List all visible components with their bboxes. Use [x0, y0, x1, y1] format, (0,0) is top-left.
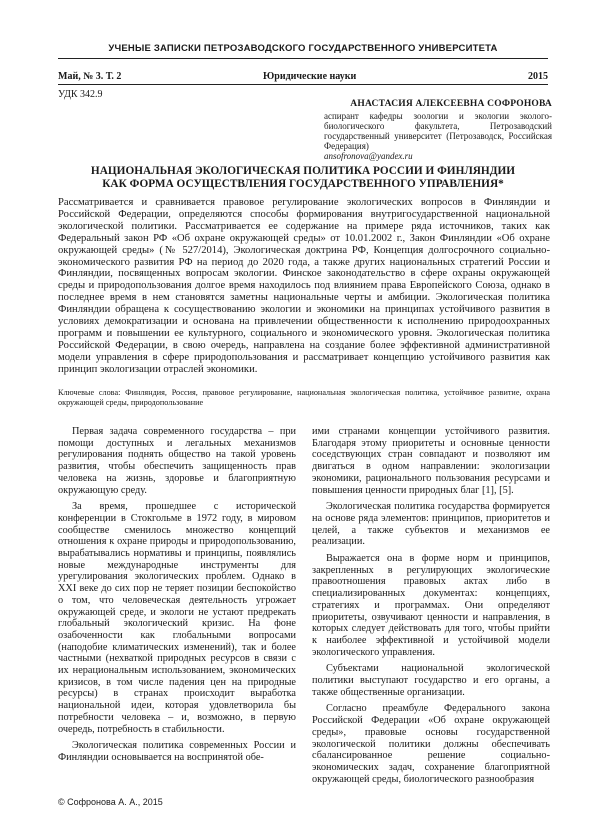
- copyright-notice: © Софронова А. А., 2015: [58, 797, 163, 807]
- paragraph: За время, прошедшее с исторической конференции в Стокгольме в 1972 году, в мировом сообществе сменилось множество концепций отношения к охране природы и природопользованию, вырабатывались нормативы и принципы, появлялись новые международные инструменты для урегулирования экологических проблем. Однако в XXI веке до сих пор не теряет позиции беспокойство о том, что человеческая деятельность угрожает окружающей среде, и экологи не устают предрекать глобальный экологический кризис. На фоне озабоченности как глобальными вопросами (наподобие климатических изменений), так и более частными (нехваткой природных ресурсов в связи с их нерациональным использованием, экономических кризисов, в том числе падения цен на природные ресурсы) в странах происходит выработка национальной идеи, которая удовлетворила бы потребности человека – и, возможно, в первую очередь, потребность в стабильности.: [58, 501, 296, 735]
- abstract: Рассматривается и сравнивается правовое регулирование экологических вопросов в Финляндии и Российской Федерации, определяются способы формирования внутригосударственной национальной экологической политики. Рассматривается ее содержание на примере ряда источников, таких как Федеральный закон РФ «Об охране окружающей среды» от 10.01.2002 г., Закон Финляндии «Об охране окружающей среды» (№ 527/2014), Экологическая доктрина РФ, Концепция долгосрочного социально-экономического развития РФ на период до 2020 года, а также других национальных стратегий России и Финляндии, посвященных вопросам экологии. Финское законодательство в сфере охраны окружающей среды и природопользования долгое время находилось под влиянием права Европейского Союза, однако в последнее время в нем становятся заметны национальные черты и амбиции. Экологическая политика Финляндии обращена к сосуществованию экологии и экономики на принципах устойчивого развития в условиях демократизации и основана на привлечении общественности к исполнению природоохранных программ и повышении ее культурного, социального и экономического уровня. Экологическая политика Российской Федерации, в свою очередь, направлена на создание более эффективной административной модели управления в сфере природопользования и рассматривает концепцию устойчивого развития как принцип экологизации отраслей экономики.: [58, 197, 550, 375]
- paragraph: ими странами концепции устойчивого развития. Благодаря этому приоритеты и основные ценности соседствующих стран совпадают и позволяют им двигаться в одном направлении: экологизации экономики, рационального пользования ресурсами и повышения ценности природных благ [1], [5].: [312, 426, 550, 496]
- journal-running-head: УЧЕНЫЕ ЗАПИСКИ ПЕТРОЗАВОДСКОГО ГОСУДАРСТВЕННОГО УНИВЕРСИТЕТА: [108, 43, 498, 54]
- paragraph: Первая задача современного государства – при помощи доступных и легальных механизмов регулирования поднять общество на такой уровень развития, чтобы обеспечить защищенность прав человека на жизнь, здоровье и благоприятную окружающую среду.: [58, 426, 296, 496]
- section-name: Юридические науки: [263, 71, 357, 82]
- header-rule-bottom: [58, 84, 548, 85]
- author-affiliation: аспирант кафедры зоологии и экологии эколого-биологического факультета, Петрозаводский государственный университет (Петрозаводск, Российская Федерация): [324, 111, 552, 151]
- paragraph: Экологическая политика государства формируется на основе ряда элементов: принципов, приоритетов и целей, а также субъектов и механизмов ее реализации.: [312, 501, 550, 548]
- udk-code: УДК 342.9: [58, 89, 103, 100]
- paragraph: Выражается она в форме норм и принципов, закрепленных в регулирующих экологические правоотношения правовых актах либо в специализированных документах: концепциях, стратегиях и программах. Они определяют приоритеты, озвучивают ценности и направления, в которых следует действовать для того, чтобы прийти к наиболее эффективной и устойчивой модели экологического управления.: [312, 553, 550, 658]
- issue-year: 2015: [528, 71, 548, 82]
- article-title: [58, 165, 548, 191]
- paragraph: Субъектами национальной экологической политики выступают государство и его органы, а также общественные организации.: [312, 663, 550, 698]
- paragraph: Экологическая политика современных России и Финляндии основывается на воспринятой обе-: [58, 740, 296, 763]
- body-column-right: [312, 426, 550, 790]
- article-title-line-2: КАК ФОРМА ОСУЩЕСТВЛЕНИЯ ГОСУДАРСТВЕННОГО УПРАВЛЕНИЯ*: [102, 178, 504, 190]
- keywords: Ключевые слова: Финляндия, Россия, правовое регулирование, национальная экологическая политика, устойчивое развитие, охрана окружающей среды, природопользование: [58, 388, 550, 407]
- header-rule-top: [58, 58, 548, 59]
- author-name: АНАСТАСИЯ АЛЕКСЕЕВНА СОФРОНОВА: [350, 99, 552, 109]
- issue-number: Май, № 3. Т. 2: [58, 71, 122, 82]
- author-email: ansofronova@yandex.ru: [324, 151, 413, 161]
- paragraph: Согласно преамбуле Федерального закона Российской Федерации «Об охране окружающей среды», правовые основы государственной экологической политики должны обеспечивать сбалансированное решение социально-экономических задач, сохранение благоприятной окружающей среды, биологического разнообразия: [312, 703, 550, 785]
- body-column-left: [58, 426, 296, 769]
- author-block: [324, 99, 552, 161]
- article-title-line-1: НАЦИОНАЛЬНАЯ ЭКОЛОГИЧЕСКАЯ ПОЛИТИКА РОССИИ И ФИНЛЯНДИИ: [90, 165, 516, 177]
